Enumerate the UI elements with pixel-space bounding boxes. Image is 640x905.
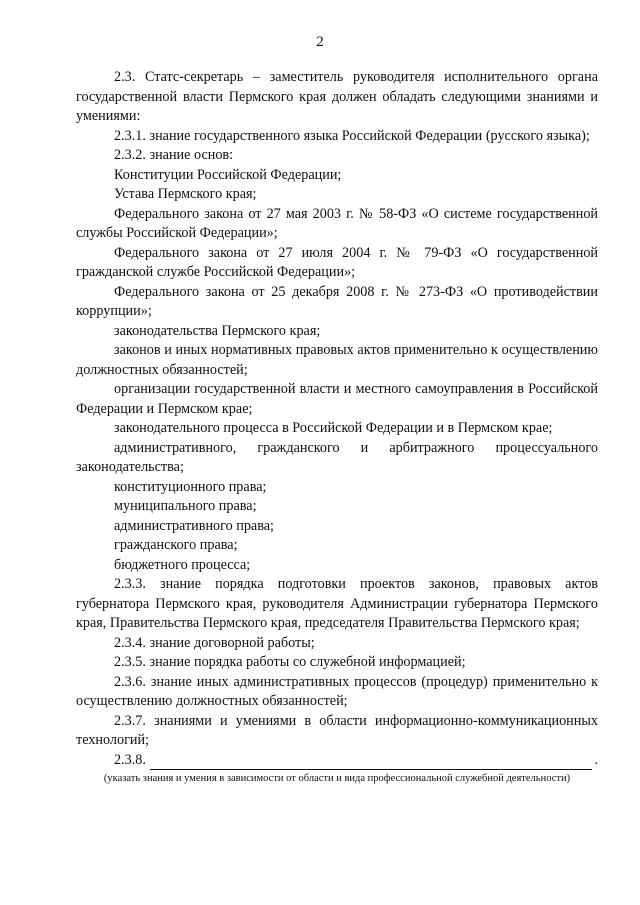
fill-in-end-mark: . [594,751,598,768]
paragraph: 2.3.3. знание порядка подготовки проектов законов, правовых актов губернатора Пермского края, руководителя Администрации губернатора Пермского края, Правительства Пермского края, председателя Правительства Пермского края; [76,576,598,631]
paragraph: конституционного права; [114,478,267,495]
paragraph: 2.3.7. знаниями и умениями в области информационно-коммуникационных технологий; [76,712,598,748]
fill-in-hint: (указать знания и умения в зависимости от области и вида профессиональной служебной деятельности) [103,773,571,784]
paragraph: муниципального права; [114,498,257,514]
paragraph: законодательства Пермского края; [114,322,321,339]
paragraph: 2.3.1. знание государственного языка Российской Федерации (русского языка); [114,127,590,144]
paragraph: 2.3.5. знание порядка работы со служебной информацией; [114,654,466,670]
paragraph: гражданского права; [114,537,238,553]
paragraph: 2.3.2. знание основ: [114,147,234,163]
paragraph: Федерального закона от 27 мая 2003 г. № 58-ФЗ «О системе государственной службы Российской Федерации»; [76,205,598,241]
paragraph: Федерального закона от 25 декабря 2008 г. № 273-ФЗ «О противодействии коррупции»; [76,283,598,319]
fill-in-number: 2.3.8. [114,751,146,768]
document-body [76,68,598,785]
paragraph: Устава Пермского края; [114,186,257,202]
paragraph: бюджетного процесса; [114,556,251,573]
paragraph: административного, гражданского и арбитражного процессуального законодательства; [76,439,598,475]
fill-in-blank-line [150,755,593,770]
paragraph: административного права; [114,517,274,534]
fill-in-item [76,751,598,771]
paragraph: законов и иных нормативных правовых актов применительно к осуществлению должностных обязанностей; [76,342,598,378]
paragraph: Конституции Российской Федерации; [114,166,342,183]
paragraph: Федерального закона от 27 июля 2004 г. № 79-ФЗ «О государственной гражданской службе Российской Федерации»; [76,244,598,280]
paragraph: 2.3.4. знание договорной работы; [114,634,315,651]
paragraph: 2.3.6. знание иных административных процессов (процедур) применительно к осуществлению должностных обязанностей; [76,673,598,709]
paragraph: организации государственной власти и местного самоуправления в Российской Федерации и Пермском крае; [76,381,598,417]
page-number: 2 [316,34,324,50]
paragraph: законодательного процесса в Российской Федерации и в Пермском крае; [114,420,553,436]
paragraph: 2.3. Статс-секретарь – заместитель руководителя исполнительного органа государственной власти Пермского края должен обладать следующими знаниями и умениями: [76,69,598,124]
